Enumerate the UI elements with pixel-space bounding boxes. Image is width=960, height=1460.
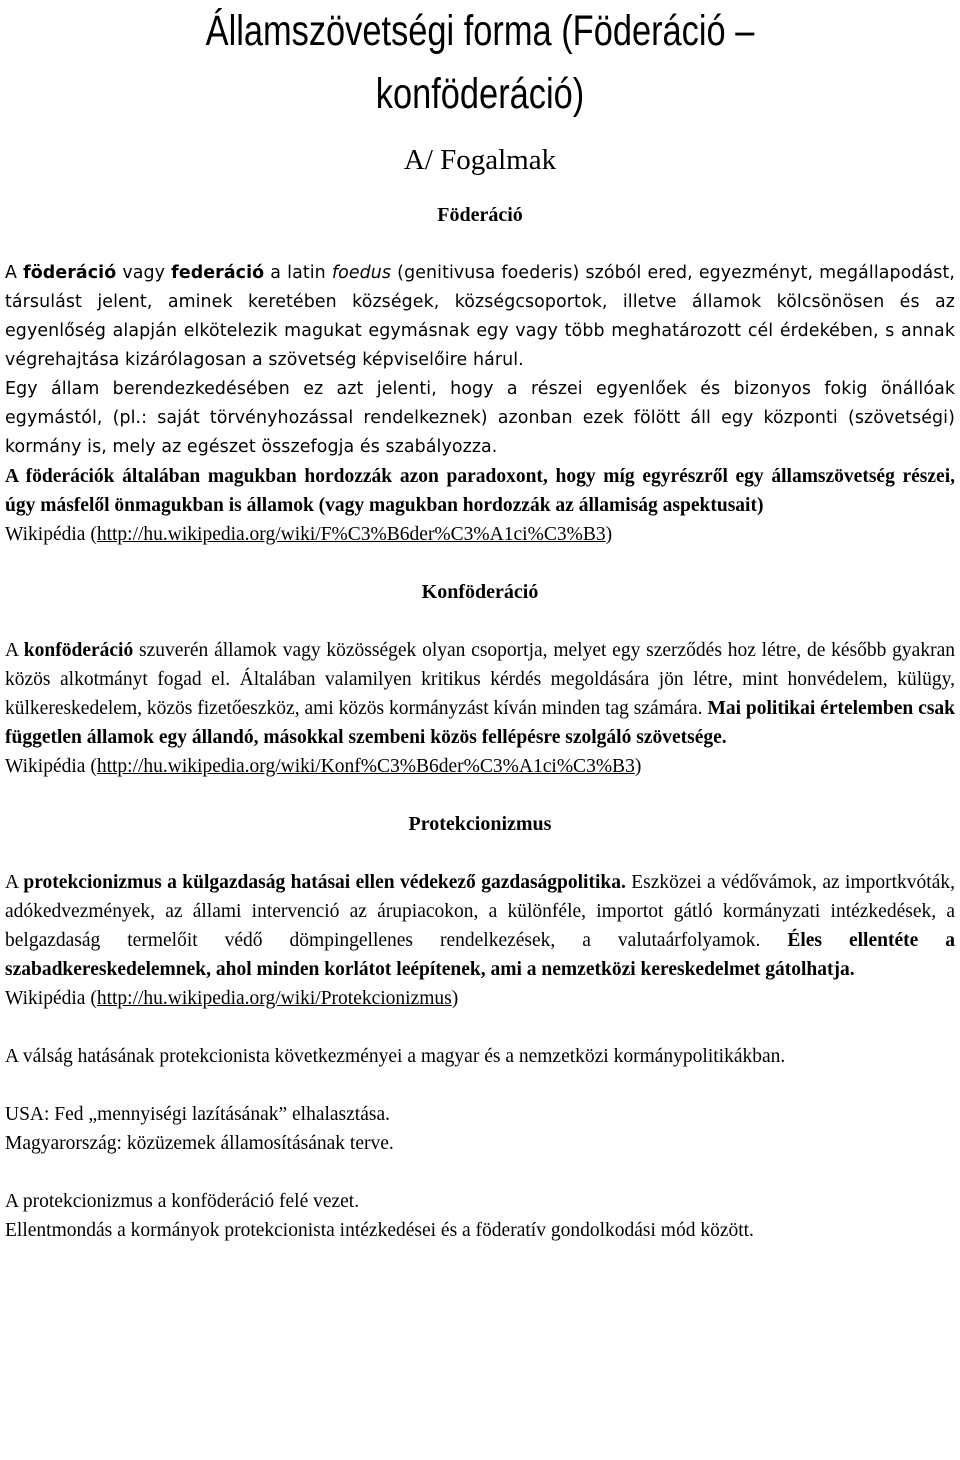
heading-protekcionizmus: Protekcionizmus — [408, 813, 552, 835]
document-page — [5, 0, 955, 1245]
paragraph-foderacio-state: Egy állam berendezkedésében ez azt jelenti, hogy a részei egyenlőek és bizonyos fokig önállóak egymástól, (pl.: saját törvényhozással rendelkeznek) azonban ezek fölött áll egy központi (szövetségi) kormány is, mely az egészet összefogja és szabályozza. — [5, 379, 955, 457]
paragraph-valsag: A válság hatásának protekcionista következményei a magyar és a nemzetközi kormánypolitikákban. — [5, 1046, 786, 1067]
wikipedia-link-protekcionizmus[interactable]: http://hu.wikipedia.org/wiki/Protekcionizmus — [96, 988, 452, 1009]
line-usa: USA: Fed „mennyiségi lazításának” elhalasztása. — [5, 1104, 390, 1125]
paragraph-ellentmondas: Ellentmondás a kormányok protekcionista intézkedései és a föderatív gondolkodási mód között. — [5, 1220, 754, 1241]
title-line-1: Államszövetségi forma (Föderáció – — [205, 7, 755, 55]
paragraph-foderacio-definition: A föderáció vagy federáció a latin foedus (genitivusa foederis) szóból ered, egyezményt, megállapodást, társulást jelent, aminek keretében községek, községcsoportok, illetve államok kölcsönösen és az egyenlőség alapján elkötelezik magukat egymásnak egy vagy több meghatározott cél érdekében, s annak végrehajtása kizárólagosan a szövetség képviselőire hárul. — [5, 263, 956, 370]
source-foderacio: Wikipédia (http://hu.wikipedia.org/wiki/F%C3%B6der%C3%A1ci%C3%B3) — [5, 524, 613, 545]
source-konfoderacio: Wikipédia (http://hu.wikipedia.org/wiki/Konf%C3%B6der%C3%A1ci%C3%B3) — [5, 756, 642, 777]
paragraph-protekcionizmus: A protekcionizmus a külgazdaság hatásai ellen védekező gazdaságpolitika. Eszközei a védővámok, az importkvóták, adókedvezmények, az állami intervenció az árupiacokon, a különféle, importot gátló kormányzati intézkedések, a belgazdaság termelőit védő dömpingellenes rendelkezések, a valutaárfolyamok. Éles ellentéte a szabadkereskedelemnek, ahol minden korlátot leépítenek, ami a nemzetközi kereskedelmet gátolhatja. — [5, 872, 955, 980]
line-protekcionizmus-konfoderacio: A protekcionizmus a konföderáció felé vezet. — [5, 1191, 360, 1212]
paragraph-foderacio-paradox: A föderációk általában magukban hordozzák azon paradoxont, hogy míg egyrészről egy államszövetség részei, úgy másfelől önmagukban is államok (vagy magukban hordozzák az államiság aspektusait) — [5, 466, 955, 516]
source-protekcionizmus: Wikipédia (http://hu.wikipedia.org/wiki/Protekcionizmus) — [5, 988, 459, 1009]
section-subtitle: A/ Fogalmak — [403, 144, 557, 176]
heading-foderacio: Föderáció — [437, 204, 523, 226]
page-title — [100, 0, 860, 126]
wikipedia-link-foderacio[interactable]: http://hu.wikipedia.org/wiki/F%C3%B6der%C3%A1ci%C3%B3 — [96, 524, 606, 545]
paragraph-konfoderacio: A konföderáció szuverén államok vagy közösségek olyan csoportja, melyet egy szerződés hoz létre, de később gyakran közös alkotmányt fogad el. Általában valamilyen kritikus kérdés megoldására jön létre, mint honvédelem, külügy, külkereskedelem, közös fizetőeszköz, ami közös kormányzást kíván minden tag számára. Mai politikai értelemben csak független államok egy állandó, másokkal szembeni közös fellépésre szolgáló szövetsége. — [5, 640, 956, 748]
line-magyarorszag: Magyarország: közüzemek államosításának terve. — [5, 1133, 394, 1154]
heading-konfoderacio: Konföderáció — [421, 581, 539, 603]
wikipedia-link-konfoderacio[interactable]: http://hu.wikipedia.org/wiki/Konf%C3%B6der%C3%A1ci%C3%B3 — [96, 756, 635, 777]
title-line-2: konföderáció) — [375, 70, 585, 118]
